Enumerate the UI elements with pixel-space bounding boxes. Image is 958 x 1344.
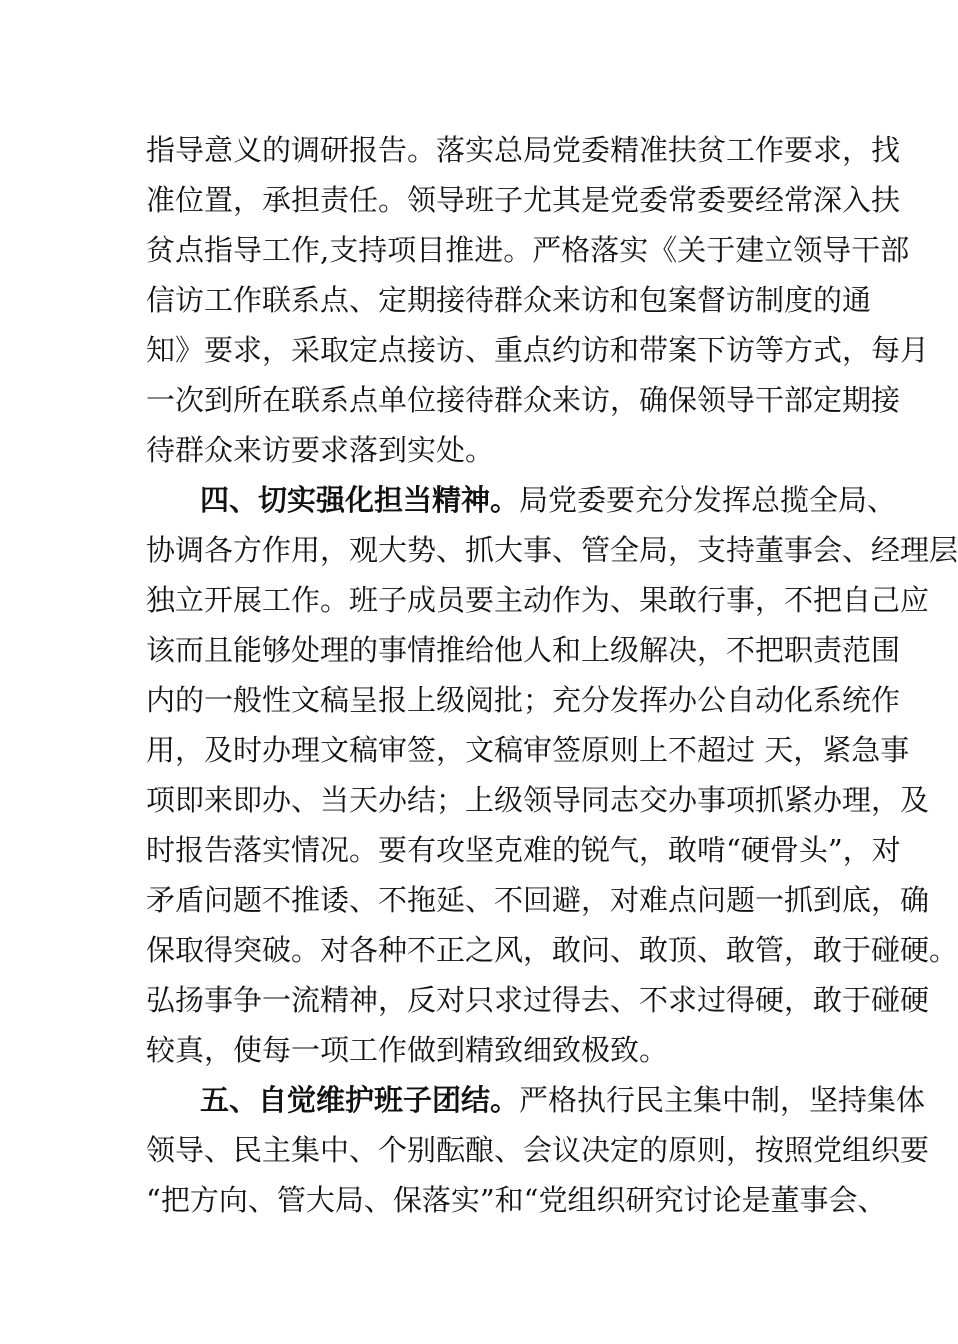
- paragraph-line: 准位置，承担责任。领导班子尤其是党委常委要经常深入扶: [146, 183, 901, 217]
- paragraph-line: 项即来即办、当天办结；上级领导同志交办事项抓紧办理，及: [146, 783, 930, 817]
- section-4-heading: 四、切实强化担当精神。: [200, 483, 520, 517]
- paragraph-line: 知》要求，采取定点接访、重点约访和带案下访等方式，每月: [146, 333, 930, 367]
- paragraph-line: 弘扬事争一流精神，反对只求过得去、不求过得硬，敢于碰硬: [146, 983, 930, 1017]
- paragraph-line: 用，及时办理文稿审签，文稿审签原则上不超过 天，紧急事: [146, 733, 910, 767]
- paragraph-line: 保取得突破。对各种不正之风，敢问、敢顶、敢管，敢于碰硬。: [146, 933, 958, 967]
- paragraph-line: 待群众来访要求落到实处。: [146, 433, 495, 467]
- paragraph-line: 时报告落实情况。要有攻坚克难的锐气，敢啃“硬骨头”，对: [146, 833, 901, 867]
- paragraph-line: 贫点指导工作,支持项目推进。严格落实《关于建立领导干部: [146, 233, 910, 267]
- section-5-first-line: [200, 1080, 926, 1120]
- section-4-first-line: [200, 480, 897, 520]
- paragraph-line: 较真，使每一项工作做到精致细致极致。: [146, 1033, 669, 1067]
- paragraph-line: 内的一般性文稿呈报上级阅批；充分发挥办公自动化系统作: [146, 683, 901, 717]
- section-5-first-line-text: 严格执行民主集中制，坚持集体: [519, 1083, 926, 1117]
- paragraph-line: 信访工作联系点、定期接待群众来访和包案督访制度的通: [146, 283, 872, 317]
- paragraph-line: “把方向、管大局、保落实”和“党组织研究讨论是董事会、: [146, 1183, 887, 1217]
- paragraph-line: 该而且能够处理的事情推给他人和上级解决，不把职责范围: [146, 633, 901, 667]
- paragraph-line: 指导意义的调研报告。落实总局党委精准扶贫工作要求，找: [146, 133, 901, 167]
- paragraph-line: 领导、民主集中、个别酝酿、会议决定的原则，按照党组织要: [146, 1133, 930, 1167]
- paragraph-line: 一次到所在联系点单位接待群众来访，确保领导干部定期接: [146, 383, 901, 417]
- section-5-heading: 五、自觉维护班子团结。: [200, 1083, 520, 1117]
- paragraph-line: 独立开展工作。班子成员要主动作为、果敢行事，不把自己应: [146, 583, 930, 617]
- section-4-first-line-text: 局党委要充分发挥总揽全局、: [519, 483, 897, 517]
- paragraph-line: 协调各方作用，观大势、抓大事、管全局，支持董事会、经理层: [146, 533, 958, 567]
- paragraph-line: 矛盾问题不推诿、不拖延、不回避，对难点问题一抓到底，确: [146, 883, 930, 917]
